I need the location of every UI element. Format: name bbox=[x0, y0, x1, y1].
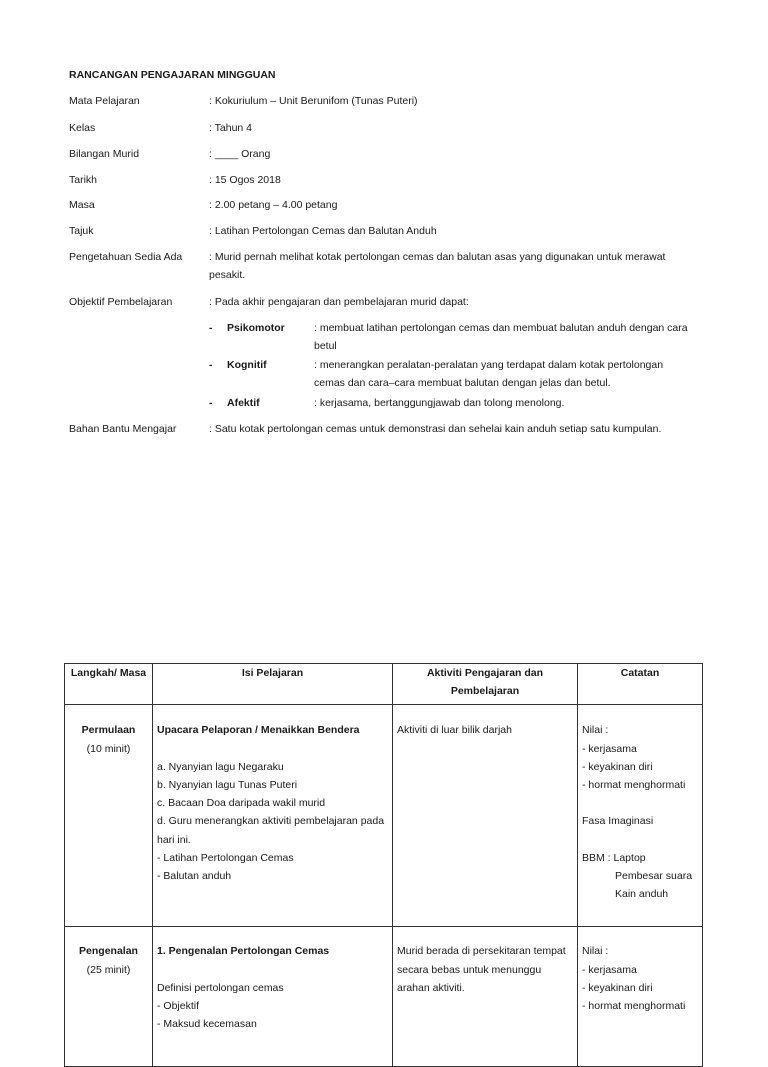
notes-cell bbox=[578, 705, 703, 927]
bilangan-murid-label: Bilangan Murid bbox=[69, 148, 140, 160]
content-cell bbox=[153, 705, 393, 927]
activity-text: Murid berada di persekitaran tempat secara bebas untuk menunggu arahan aktiviti. bbox=[397, 945, 566, 994]
objective-dash: - bbox=[209, 397, 213, 409]
notes-nilai: Nilai : bbox=[582, 724, 609, 737]
content-item: - Objektif bbox=[157, 1000, 200, 1012]
header-isi: Isi Pelajaran bbox=[153, 664, 393, 705]
notes-bbm: BBM : Laptop bbox=[582, 851, 646, 864]
activity-cell bbox=[393, 705, 578, 927]
content-item: d. Guru menerangkan aktiviti pembelajaran pada hari ini. bbox=[157, 815, 385, 846]
step-time: (10 minit) bbox=[86, 742, 131, 755]
step-cell bbox=[65, 705, 153, 927]
activity-cell bbox=[393, 927, 578, 1067]
objective-dash: - bbox=[209, 359, 213, 371]
objective-text-kognitif: : menerangkan peralatan-peralatan yang terdapat dalam kotak pertolongan cemas dan cara–cara membuat balutan dengan jelas dan betul. bbox=[314, 359, 664, 389]
step-name: Permulaan bbox=[81, 724, 136, 737]
content-title: 1. Pengenalan Pertolongan Cemas bbox=[157, 945, 330, 958]
header-langkah: Langkah/ Masa bbox=[65, 664, 153, 705]
bilangan-murid-value: : ____ Orang bbox=[209, 148, 271, 160]
notes-value: - kerjasama bbox=[582, 742, 637, 755]
table-row bbox=[65, 705, 703, 927]
step-cell bbox=[65, 927, 153, 1067]
content-item: - Latihan Pertolongan Cemas bbox=[157, 851, 294, 864]
kelas-value: : Tahun 4 bbox=[209, 122, 253, 134]
objective-text-psikomotor: : membuat latihan pertolongan cemas dan membuat balutan anduh dengan cara betul bbox=[314, 322, 688, 352]
content-item: Definisi pertolongan cemas bbox=[157, 981, 284, 994]
bahan-label: Bahan Bantu Mengajar bbox=[69, 423, 177, 435]
tajuk-label: Tajuk bbox=[69, 225, 94, 237]
pengetahuan-label: Pengetahuan Sedia Ada bbox=[69, 251, 183, 263]
tajuk-value: : Latihan Pertolongan Cemas dan Balutan Anduh bbox=[209, 225, 437, 237]
notes-cell bbox=[578, 927, 703, 1067]
notes-nilai: Nilai : bbox=[582, 945, 609, 958]
content-item: c. Bacaan Doa daripada wakil murid bbox=[157, 797, 326, 810]
content-item: b. Nyanyian lagu Tunas Puteri bbox=[157, 779, 298, 791]
step-time: (25 minit) bbox=[86, 963, 131, 976]
objektif-label: Objektif Pembelajaran bbox=[69, 296, 173, 308]
content-cell bbox=[153, 927, 393, 1067]
tarikh-label: Tarikh bbox=[69, 174, 98, 186]
objective-domain-afektif: Afektif bbox=[227, 397, 260, 409]
notes-fasa: Fasa Imaginasi bbox=[582, 815, 654, 828]
notes-value: - keyakinan diri bbox=[582, 760, 653, 773]
notes-value: - hormat menghormati bbox=[582, 1000, 686, 1013]
mata-pelajaran-value: : Kokuriulum – Unit Berunifom (Tunas Puteri) bbox=[209, 95, 418, 107]
notes-bbm-item: Kain anduh bbox=[615, 888, 669, 901]
table-header-row bbox=[65, 664, 703, 705]
content-item: a. Nyanyian lagu Negaraku bbox=[157, 760, 284, 773]
lesson-plan-table bbox=[64, 663, 703, 1067]
table-row bbox=[65, 927, 703, 1067]
notes-bbm-item: Pembesar suara bbox=[615, 870, 693, 882]
masa-label: Masa bbox=[69, 199, 95, 211]
content-item: - Maksud kecemasan bbox=[157, 1018, 257, 1031]
step-name: Pengenalan bbox=[79, 945, 138, 958]
content-title: Upacara Pelaporan / Menaikkan Bendera bbox=[157, 724, 360, 737]
objective-domain-kognitif: Kognitif bbox=[227, 359, 267, 371]
tarikh-value: : 15 Ogos 2018 bbox=[209, 174, 281, 186]
objective-domain-psikomotor: Psikomotor bbox=[227, 322, 285, 334]
objektif-value: : Pada akhir pengajaran dan pembelajaran murid dapat: bbox=[209, 296, 469, 308]
kelas-label: Kelas bbox=[69, 122, 96, 134]
notes-value: - kerjasama bbox=[582, 963, 637, 976]
masa-value: : 2.00 petang – 4.00 petang bbox=[209, 199, 338, 211]
objective-dash: - bbox=[209, 322, 213, 334]
notes-value: - hormat menghormati bbox=[582, 779, 686, 792]
header-catatan: Catatan bbox=[578, 664, 703, 705]
objective-text-afektif: : kerjasama, bertanggungjawab dan tolong menolong. bbox=[314, 397, 565, 409]
page-title: RANCANGAN PENGAJARAN MINGGUAN bbox=[69, 69, 276, 81]
notes-value: - keyakinan diri bbox=[582, 981, 653, 994]
header-aktiviti: Aktiviti Pengajaran dan Pembelajaran bbox=[393, 664, 578, 705]
activity-text: Aktiviti di luar bilik darjah bbox=[397, 724, 512, 737]
bahan-value: : Satu kotak pertolongan cemas untuk demonstrasi dan sehelai kain anduh setiap satu kumpulan. bbox=[209, 423, 662, 435]
content-item: - Balutan anduh bbox=[157, 870, 232, 883]
pengetahuan-value: : Murid pernah melihat kotak pertolongan cemas dan balutan asas yang digunakan untuk merawat pesakit. bbox=[209, 251, 666, 281]
mata-pelajaran-label: Mata Pelajaran bbox=[69, 95, 140, 107]
